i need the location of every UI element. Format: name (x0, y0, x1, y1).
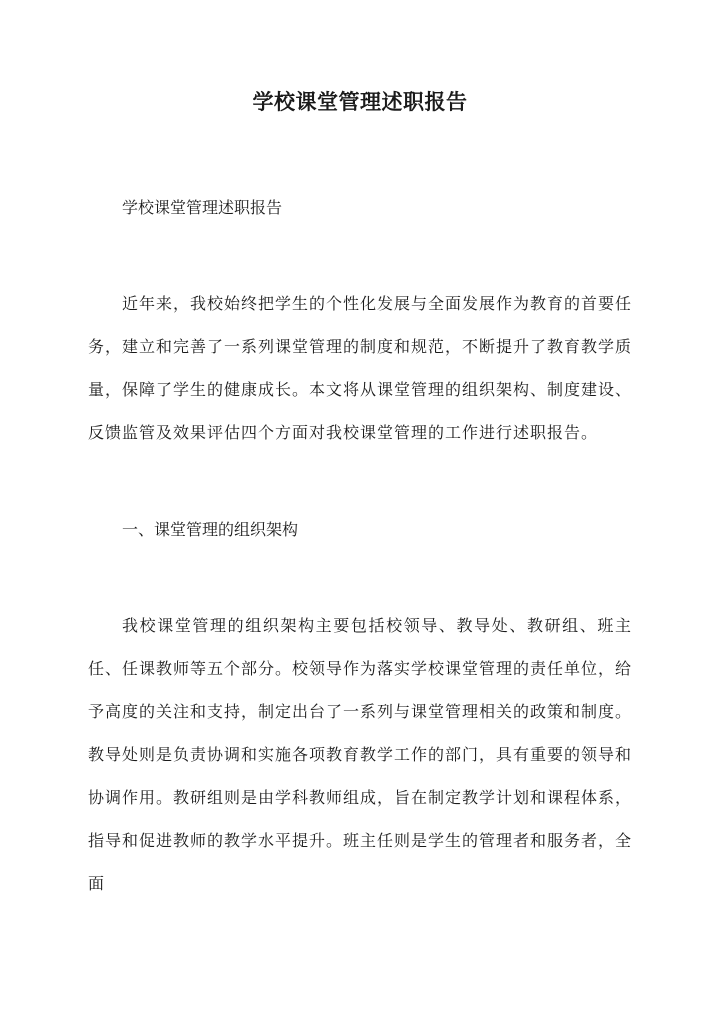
intro-paragraph: 近年来，我校始终把学生的个性化发展与全面发展作为教育的首要任务，建立和完善了一系列课堂管理的制度和规范，不断提升了教育教学质量，保障了学生的健康成长。本文将从课堂管理的组织架构、制度建设、反馈监管及效果评估四个方面对我校课堂管理的工作进行述职报告。 (88, 294, 633, 442)
document-title: 学校课堂管理述职报告 (252, 89, 468, 114)
section-paragraph: 我校课堂管理的组织架构主要包括校领导、教导处、教研组、班主任、任课教师等五个部分。校领导作为落实学校课堂管理的责任单位，给予高度的关注和支持，制定出台了一系列与课堂管理相关的政策和制度。教导处则是负责协调和实施各项教育教学工作的部门，具有重要的领导和协调作用。教研组则是由学科教师组成，旨在制定教学计划和课程体系，指导和促进教师的教学水平提升。班主任则是学生的管理者和服务者，全面 (88, 616, 633, 893)
section-heading: 一、课堂管理的组织架构 (122, 520, 299, 539)
document-subtitle: 学校课堂管理述职报告 (122, 198, 283, 217)
